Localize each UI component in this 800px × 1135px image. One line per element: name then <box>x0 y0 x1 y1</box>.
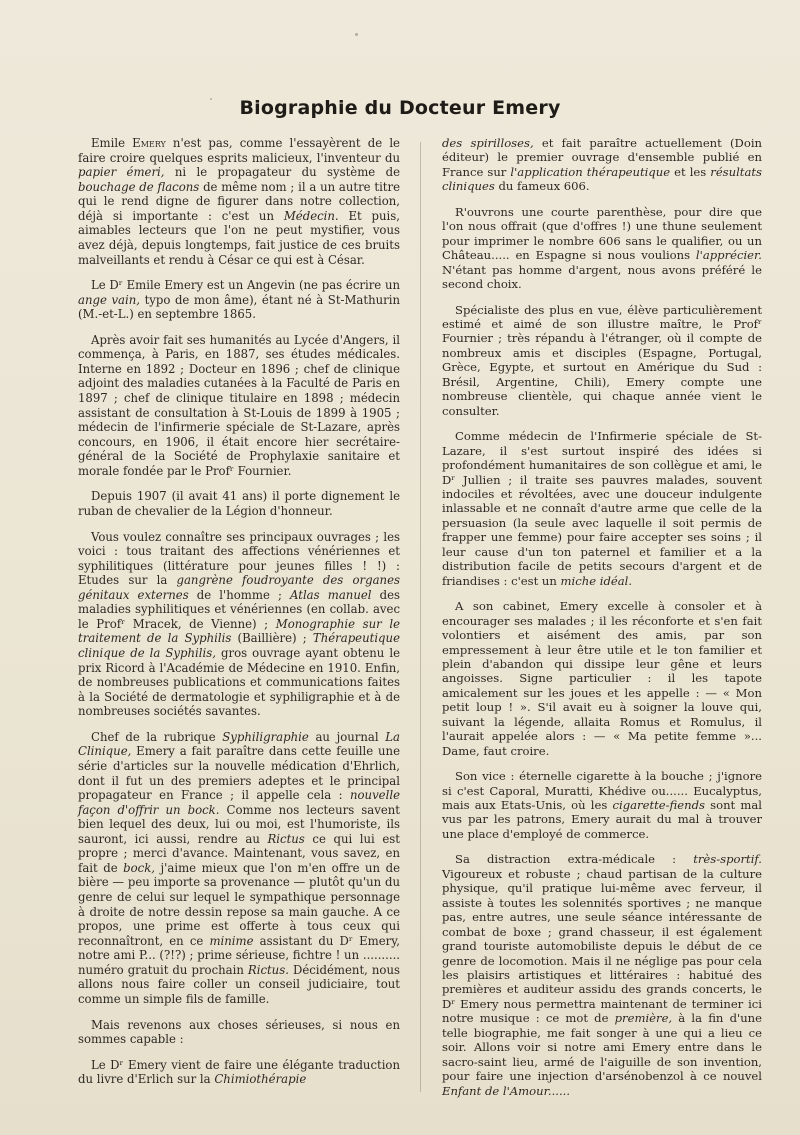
paragraph: Spécialiste des plus en vue, élève particulièrement estimé et aimé de son illustre maître, le Profʳ Fournier ; très répandu à l'étranger, où il compte de nombreux amis et disciples (Espagne, Portugal, Grèce, Egypte, et surtout en Amérique du Sud : Brésil, Argentine, Chili), Emery compte une nombreuse clientèle, qui chaque année vient le consulter. <box>442 302 762 418</box>
left-column <box>78 136 400 1098</box>
column-divider <box>420 142 421 1092</box>
right-column <box>442 136 762 1109</box>
paragraph: R'ouvrons une courte parenthèse, pour dire que l'on nous offrait (que d'offres !) une thune seulement pour imprimer le nombre 606 sans le qualifier, ou un Château..... en Espagne si nous voulions l'apprécier. N'étant pas homme d'argent, nous avons préféré le second choix. <box>442 204 762 292</box>
paragraph: Le Dʳ Emile Emery est un Angevin (ne pas écrire un ange vain, typo de mon âme), étant né à St-Mathurin (M.-et-L.) en septembre 1865. <box>78 278 400 322</box>
paragraph: des spirilloses, et fait paraître actuellement (Doin éditeur) le premier ouvrage d'ensemble publié en France sur l'application thérapeutique et les résultats cliniques du fameux 606. <box>442 136 762 194</box>
paragraph: Emile Emery n'est pas, comme l'essayèrent de le faire croire quelques esprits malicieux, l'inventeur du papier émeri, ni le propagateur du système de bouchage de flacons de même nom ; il a un autre titre qui le rend digne de figurer dans notre collection, déjà si importante : c'est un Médecin. Et puis, aimables lecteurs que l'on ne peut mystifier, vous avez déjà, depuis longtemps, fait justice de ces bruits malveillants et rendu à César ce qui est à César. <box>78 136 401 267</box>
paragraph: Le Dʳ Emery vient de faire une élégante traduction du livre d'Erlich sur la Chimiothérapie <box>78 1057 400 1087</box>
paragraph: A son cabinet, Emery excelle à consoler et à encourager ses malades ; il les réconforte et s'en fait volontiers et aisément des amis, par son empressement à leur être utile et le ton familier et plein d'abandon qui dissipe leur gêne et leurs angoisses. Signe particulier : il les tapote amicalement sur les joues et les appelle : — « Mon petit loup ! ». S'il avait eu à soigner la louve qui, suivant la légende, allaita Romus et Romulus, il l'aurait appelée alors : — « Ma petite femme »... Dame, faut croire. <box>442 599 762 758</box>
paragraph: Mais revenons aux choses sérieuses, si nous en sommes capable : <box>78 1017 400 1047</box>
paragraph: Chef de la rubrique Syphiligraphie au journal La Clinique, Emery a fait paraître dans cette feuille une série d'articles sur la nouvelle médication d'Ehrlich, dont il fut un des premiers adeptes et le principal propagateur en France ; il appelle cela : nouvelle façon d'offrir un bock. Comme nos lecteurs savent bien lequel des deux, lui ou moi, est l'humoriste, ils sauront, ici aussi, rendre au Rictus ce qui lui est propre ; merci d'avance. Maintenant, vous savez, en fait de bock, j'aime mieux que l'on m'en offre un de bière — peu importe sa provenance — plutôt qu'un du genre de celui sur lequel le sympathique personnage à droite de notre dessin repose sa main gauche. A ce propos, une prime est offerte à tous ceux qui reconnaîtront, en ce minime assistant du Dʳ Emery, notre ami P... (?!?) ; prime sérieuse, fichtre ! un .......... numéro gratuit du prochain Rictus. Décidément, nous allons nous faire coller un conseil judiciaire, tout comme un simple fils de famille. <box>78 729 401 1006</box>
paragraph: Depuis 1907 (il avait 41 ans) il porte dignement le ruban de chevalier de la Légion d'honneur. <box>78 489 400 518</box>
paragraph: Sa distraction extra-médicale : très-sportif. Vigoureux et robuste ; chaud partisan de la culture physique, qu'il pratique lui-même avec ferveur, il assiste à toutes les solennités sportives ; ne manque pas, entre autres, une seule séance intéressante de combat de boxe ; grand chasseur, il est également grand touriste automobiliste depuis le début de ce genre de locomotion. Mais il ne néglige pas pour cela les plaisirs artistiques et littéraires : habitué des premières et auditeur assidu des grands concerts, le Dʳ Emery nous permettra maintenant de terminer ici notre musique : ce mot de première, à la fin d'une telle biographie, me fait songer à une qui a lieu ce soir. Allons voir si notre ami Emery entre dans le sacro-saint lieu, armé de l'aiguille de son invention, pour faire une injection d'arsénobenzol à ce nouvel Enfant de l'Amour...... <box>442 852 762 1098</box>
paragraph: Vous voulez connaître ses principaux ouvrages ; les voici : tous traitant des affections vénériennes et syphilitiques (littérature pour jeunes filles ! !) : Etudes sur la gangrène foudroyante des organes génitaux externes de l'homme ; Atlas manuel des maladies syphilitiques et vénériennes (en collab. avec le Profʳ Mracek, de Vienne) ; Monographie sur le traitement de la Syphilis (Baillière) ; Thérapeutique clinique de la Syphilis, gros ouvrage ayant obtenu le prix Ricord à l'Académie de Médecine en 1910. Enfin, de nombreuses publications et communications faites à la Société de dermatologie et syphiligraphie et à de nombreuses sociétés savantes. <box>78 529 401 719</box>
paper-speck <box>355 33 358 36</box>
paragraph: Son vice : éternelle cigarette à la bouche ; j'ignore si c'est Caporal, Muratti, Khédive ou...... Eucalyptus, mais aux Etats-Unis, où les cigarette-fiends sont mal vus par les patrons, Emery aurait du mal à trouver une place d'employé de commerce. <box>442 769 762 841</box>
paragraph: Après avoir fait ses humanités au Lycée d'Angers, il commença, à Paris, en 1887, ses études médicales. Interne en 1892 ; Docteur en 1896 ; chef de clinique adjoint des maladies cutanées à la Faculté de Paris en 1897 ; chef de clinique titulaire en 1898 ; médecin assistant de consultation à St-Louis de 1899 à 1905 ; médecin de l'infirmerie spéciale de St-Lazare, après concours, en 1906, il était encore hier secrétaire-général de la Société de Prophylaxie sanitaire et morale fondée par le Profʳ Fournier. <box>78 332 400 478</box>
paragraph: Comme médecin de l'Infirmerie spéciale de St-Lazare, il s'est surtout inspiré des idées si profondément humanitaires de son collègue et ami, le Dʳ Jullien ; il traite ses pauvres malades, souvent indociles et révoltées, avec une douceur indulgente inlassable et ne connaît d'autre arme que celle de la persuasion (la seule avec laquelle il soit permis de frapper une femme) pour faire accepter ses soins ; il leur cause d'un ton paternel et familier et a la distribution facile de petits secours d'argent et de friandises : c'est un miche idéal. <box>442 429 762 588</box>
page-title: Biographie du Docteur Emery <box>239 96 561 119</box>
